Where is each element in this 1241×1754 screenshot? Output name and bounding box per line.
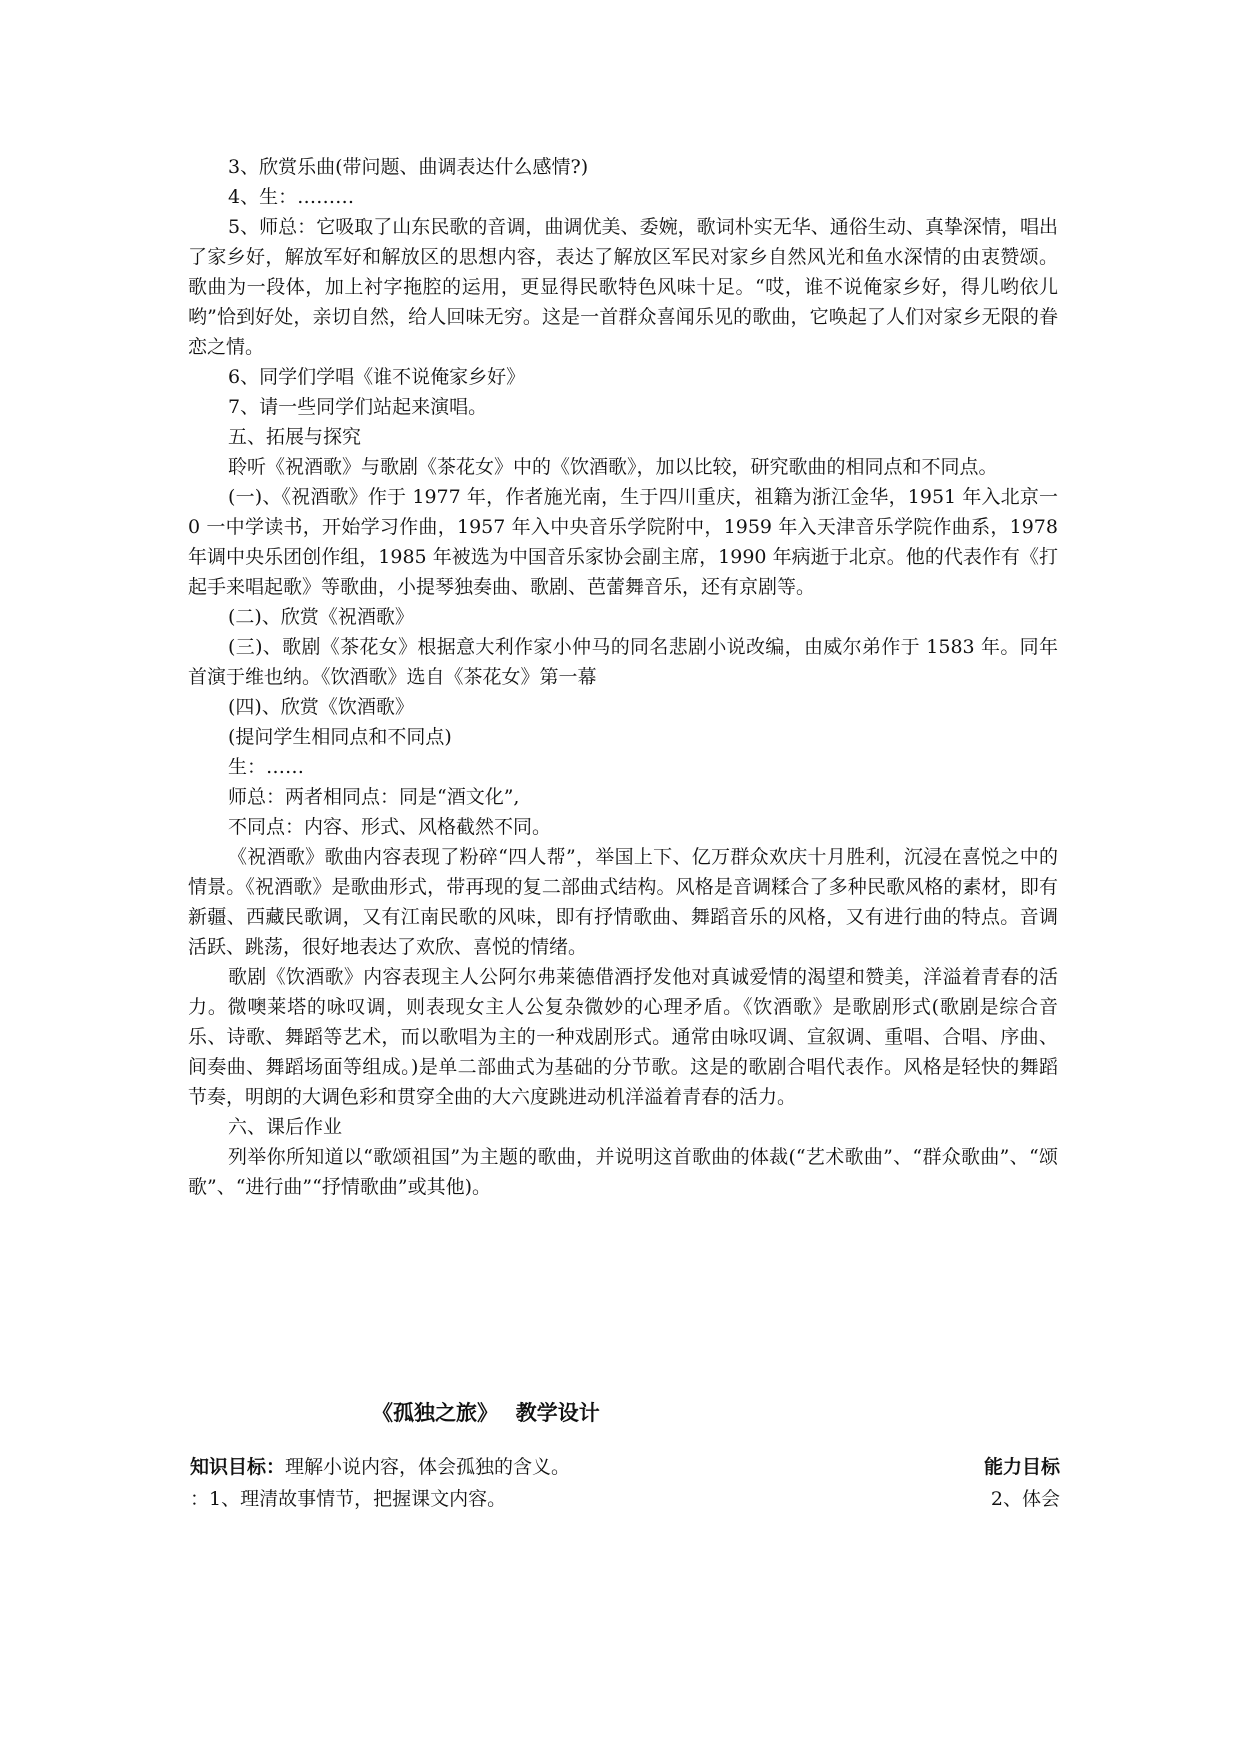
paragraph: 5、师总：它吸取了山东民歌的音调，曲调优美、委婉，歌词朴实无华、通俗生动、真挚深情，唱出了家乡好，解放军好和解放区的思想内容，表达了解放区军民对家乡自然风光和鱼水深情的由衷赞颂。歌曲为一段体，加上衬字拖腔的运用，更显得民歌特色风味十足。“哎，谁不说俺家乡好，得儿哟依儿哟”恰到好处，亲切自然，给人回味无穷。这是一首群众喜闻乐见的歌曲，它唤起了人们对家乡无限的眷恋之情。: [188, 216, 1058, 358]
paragraph: 歌剧《饮酒歌》内容表现主人公阿尔弗莱德借酒抒发他对真诚爱情的渴望和赞美，洋溢着青春的活力。微噢莱塔的咏叹调，则表现女主人公复杂微妙的心理矛盾。《饮酒歌》是歌剧形式(歌剧是综合音乐、诗歌、舞蹈等艺术，而以歌唱为主的一种戏剧形式。通常由咏叹调、宣叙调、重唱、合唱、序曲、间奏曲、舞蹈场面等组成。)是单二部曲式为基础的分节歌。这是的歌剧合唱代表作。风格是轻快的舞蹈节奏，明朗的大调色彩和贯穿全曲的大六度跳进动机洋溢着青春的活力。: [188, 966, 1058, 1108]
paragraph: 不同点：内容、形式、风格截然不同。: [228, 816, 552, 838]
paragraph: 师总：两者相同点：同是“酒文化”,: [228, 786, 520, 808]
objectives-row-1: [190, 1452, 1060, 1482]
paragraph: (二)、欣赏《祝酒歌》: [228, 606, 414, 628]
paragraph: 列举你所知道以“歌颂祖国”为主题的歌曲，并说明这首歌曲的体裁(“艺术歌曲”、“群众歌曲”、“颂歌”、“进行曲”“抒情歌曲”或其他)。: [188, 1146, 1058, 1198]
paragraph: 生：……: [228, 756, 305, 778]
section-heading: 五、拓展与探究: [228, 426, 362, 448]
paragraph: 《祝酒歌》歌曲内容表现了粉碎“四人帮”，举国上下、亿万群众欢庆十月胜利，沉浸在喜悦之中的情景。《祝酒歌》是歌曲形式，带再现的复二部曲式结构。风格是音调糅合了多种民歌风格的素材，即有新疆、西藏民歌调，又有江南民歌的风味，即有抒情歌曲、舞蹈音乐的风格，又有进行曲的特点。音调活跃、跳荡，很好地表达了欢欣、喜悦的情绪。: [188, 846, 1058, 958]
paragraph: 4、生：………: [228, 186, 355, 208]
paragraph: 6、同学们学唱《谁不说俺家乡好》: [228, 366, 526, 388]
paragraph: 聆听《祝酒歌》与歌剧《茶花女》中的《饮酒歌》，加以比较，研究歌曲的相同点和不同点。: [228, 456, 998, 478]
knowledge-objective-label: 知识目标：: [190, 1456, 286, 1478]
paragraph: (提问学生相同点和不同点): [228, 726, 452, 748]
paragraph: 3、欣赏乐曲(带问题、曲调表达什么感情?): [228, 156, 589, 178]
objectives-row-2: [190, 1484, 1060, 1514]
paragraph: (三)、歌剧《茶花女》根据意大利作家小仲马的同名悲剧小说改编，由威尔弟作于 1583 年。同年首演于维也纳。《饮酒歌》选自《茶花女》第一幕: [188, 636, 1058, 688]
body-text: [188, 152, 1058, 1202]
paragraph: 7、请一些同学们站起来演唱。: [228, 396, 488, 418]
ability-objective-label: 能力目标: [983, 1456, 1060, 1478]
ability-objective-item-1: ：1、理清故事情节，把握课文内容。: [190, 1488, 507, 1510]
paragraph: (四)、欣赏《饮酒歌》: [228, 696, 414, 718]
paragraph: (一)、《祝酒歌》作于 1977 年，作者施光南，生于四川重庆，祖籍为浙江金华，1951 年入北京一 0 一中学读书，开始学习作曲，1957 年入中央音乐学院附中，1959 年入天津音乐学院作曲系，1978 年调中央乐团创作组，1985 年被选为中国音乐家协会副主席，1990 年病逝于北京。他的代表作有《打起手来唱起歌》等歌曲，小提琴独奏曲、歌剧、芭蕾舞音乐，还有京剧等。: [188, 486, 1058, 598]
document-title: 《孤独之旅》 教学设计: [372, 1400, 600, 1425]
section-heading: 六、课后作业: [228, 1116, 343, 1138]
knowledge-objective-text: 理解小说内容，体会孤独的含义。: [285, 1456, 571, 1478]
ability-objective-item-2: 2、体会: [990, 1488, 1060, 1510]
